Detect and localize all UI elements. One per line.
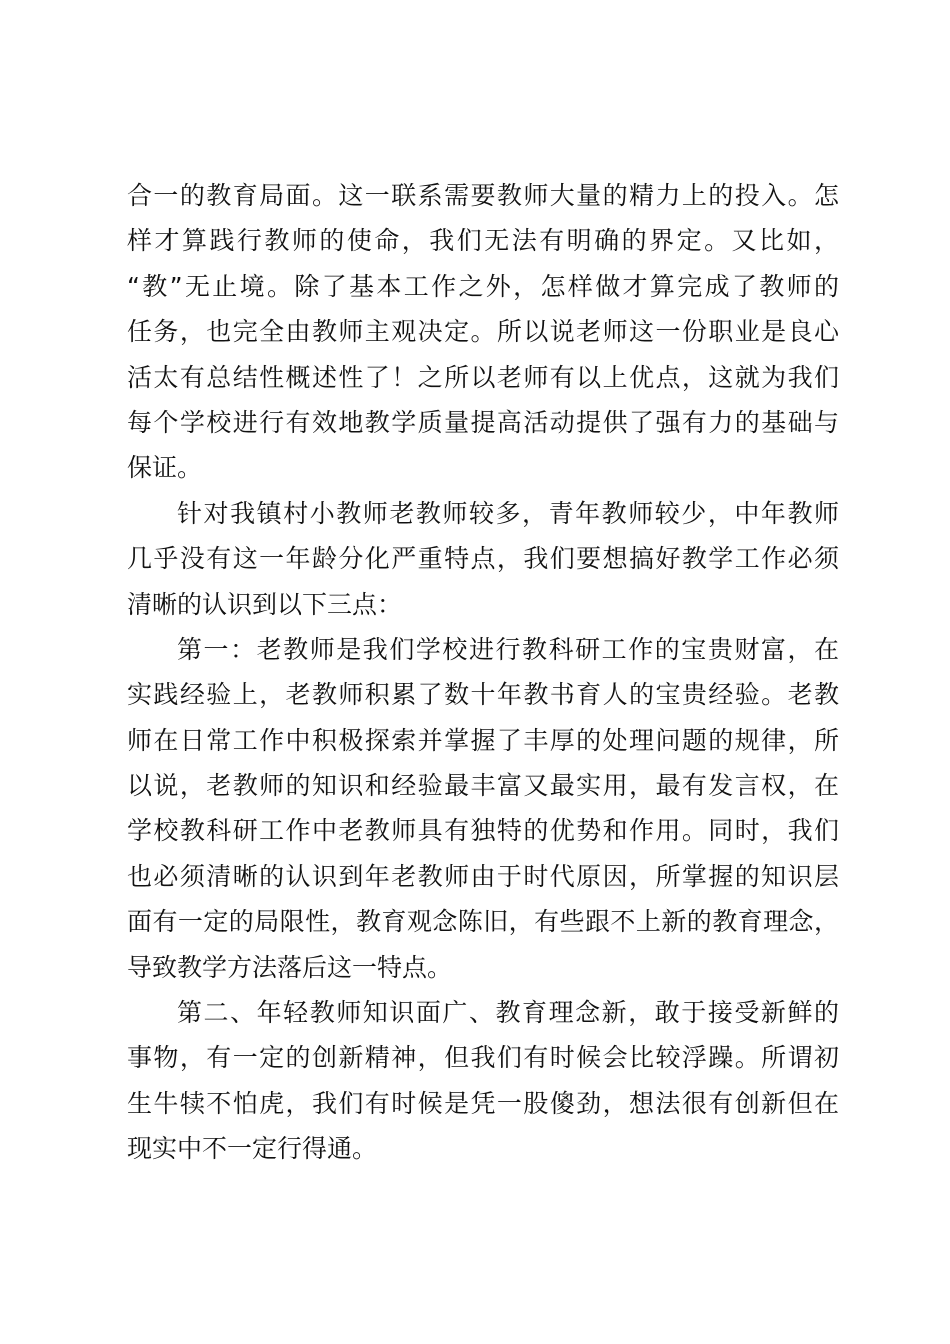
text-line: 针对我镇村小教师老教师较多，青年教师较少，中年教师	[177, 498, 839, 528]
paragraph-3	[127, 627, 839, 990]
text-line: 学校教科研工作中老教师具有独特的优势和作用。同时，我们	[127, 816, 839, 846]
text-line: 事物，有一定的创新精神，但我们有时候会比较浮躁。所谓初	[127, 1043, 839, 1073]
text-line: 生牛犊不怕虎，我们有时候是凭一股傻劲，想法很有创新但在	[127, 1088, 839, 1118]
text-line: 导致教学方法落后这一特点。	[127, 952, 453, 982]
text-line: 师在日常工作中积极探索并掌握了丰厚的处理问题的规律，所	[127, 725, 839, 755]
text-line: 几乎没有这一年龄分化严重特点，我们要想搞好教学工作必须	[127, 544, 839, 574]
text-line: 第二、年轻教师知识面广、教育理念新，敢于接受新鲜的	[177, 998, 839, 1028]
text-line: 合一的教育局面。这一联系需要教师大量的精力上的投入。怎	[127, 181, 839, 210]
text-line: 保证。	[127, 453, 203, 483]
text-line: 以说，老教师的知识和经验最丰富又最实用，最有发言权，在	[127, 771, 839, 801]
text-line: 活太有总结性概述性了！之所以老师有以上优点，这就为我们	[127, 362, 839, 392]
text-line: 也必须清晰的认识到年老教师由于时代原因，所掌握的知识层	[127, 861, 839, 891]
text-line: 面有一定的局限性，教育观念陈旧，有些跟不上新的教育理念，	[127, 907, 839, 937]
text-line: 第一：老教师是我们学校进行教科研工作的宝贵财富，在	[177, 634, 839, 664]
text-line: 现实中不一定行得通。	[127, 1134, 378, 1164]
text-line: 每个学校进行有效地教学质量提高活动提供了强有力的基础与	[127, 407, 839, 437]
document-body	[127, 173, 839, 1172]
paragraph-2	[127, 491, 839, 627]
paragraph-1	[127, 173, 839, 491]
text-line: 样才算践行教师的使命，我们无法有明确的界定。又比如，	[127, 226, 839, 256]
text-line: 清晰的认识到以下三点：	[127, 589, 403, 619]
paragraph-4	[127, 990, 839, 1172]
text-line: “教”无止境。除了基本工作之外，怎样做才算完成了教师的	[127, 271, 839, 301]
text-line: 任务，也完全由教师主观决定。所以说老师这一份职业是良心	[127, 317, 839, 347]
text-line: 实践经验上，老教师积累了数十年教书育人的宝贵经验。老教	[127, 680, 839, 710]
